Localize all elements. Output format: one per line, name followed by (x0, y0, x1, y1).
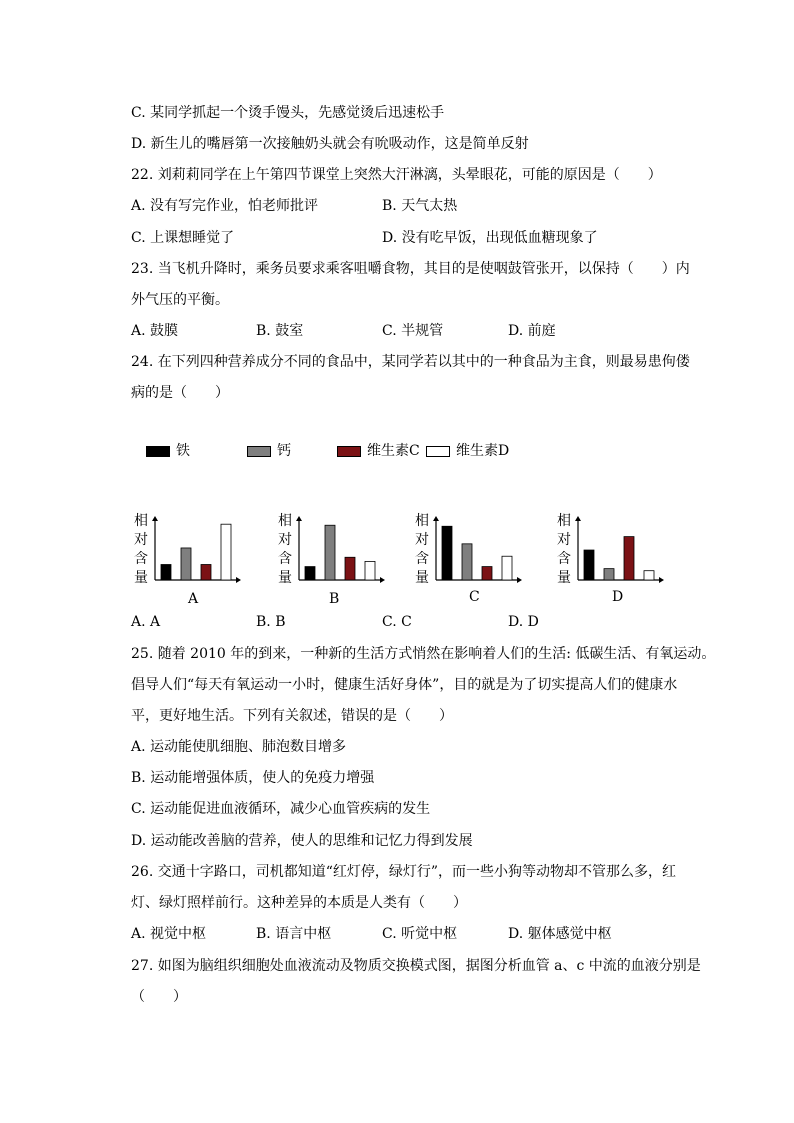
legend-swatch-vitamin-c (337, 446, 361, 457)
chart-d-ylabel: 相 对 含 量 (557, 513, 571, 586)
question-24-line1: 24. 在下列四种营养成分不同的食品中，某同学若以其中的一种食品为主食，则最易患佝偻 (131, 354, 690, 370)
q24-option-d[interactable]: D. D (508, 614, 539, 630)
chart-b-bar-calcium (325, 525, 335, 580)
q22-option-b[interactable]: B. 天气太热 (382, 198, 458, 214)
legend-label-calcium: 钙 (277, 443, 291, 459)
chart-b-bar-iron (305, 567, 315, 580)
q25-option-c[interactable]: C. 运动能促进血液循环，减少心血管疾病的发生 (131, 801, 431, 817)
q22-option-c[interactable]: C. 上课想睡觉了 (131, 230, 235, 246)
chart-c-bar-vitamin-c (482, 567, 492, 580)
q23-option-a[interactable]: A. 鼓膜 (131, 323, 179, 339)
question-24-line2: 病的是（ ） (131, 385, 229, 401)
legend-swatch-calcium (247, 446, 271, 457)
chart-a-bar-calcium (181, 548, 191, 580)
legend-label-vitamin-d: 维生素D (456, 443, 510, 459)
q26-option-a[interactable]: A. 视觉中枢 (131, 926, 207, 942)
chart-d-bar-calcium (604, 569, 614, 580)
q25-option-a[interactable]: A. 运动能使肌细胞、肺泡数目增多 (131, 739, 347, 755)
chart-a-bar-vitamin-d (221, 524, 231, 580)
chart-b-x-arrow (380, 577, 385, 583)
q24-option-b[interactable]: B. B (256, 614, 286, 630)
chart-c-x-arrow (517, 577, 522, 583)
chart-b-ylabel: 相 对 含 量 (278, 513, 292, 586)
chart-c-y-arrow (433, 516, 439, 521)
legend-label-vitamin-c: 维生素C (367, 443, 420, 459)
question-23-line1: 23. 当飞机升降时，乘务员要求乘客咀嚼食物，其目的是使咽鼓管张开，以保持（ ）内 (131, 261, 690, 277)
chart-b-bar-vitamin-c (345, 557, 355, 580)
chart-a-y-arrow (152, 516, 158, 521)
chart-d-plot (556, 508, 676, 588)
chart-d-label: D (612, 589, 624, 605)
chart-c-bar-calcium (462, 544, 472, 580)
question-22: 22. 刘莉莉同学在上午第四节课堂上突然大汗淋漓，头晕眼花，可能的原因是（ ） (131, 167, 662, 183)
chart-b-bar-vitamin-d (365, 561, 375, 580)
q24-option-a[interactable]: A. A (131, 614, 161, 630)
q23-option-c[interactable]: C. 半规管 (382, 323, 444, 339)
question-26-line1: 26. 交通十字路口，司机都知道“红灯停，绿灯行”，而一些小狗等动物却不管那么多，红 (131, 864, 677, 880)
q25-option-d[interactable]: D. 运动能改善脑的营养，使人的思维和记忆力得到发展 (131, 833, 473, 849)
q25-option-b[interactable]: B. 运动能增强体质，使人的免疫力增强 (131, 770, 375, 786)
chart-b (277, 508, 407, 608)
q26-option-d[interactable]: D. 躯体感觉中枢 (508, 926, 612, 942)
q26-option-b[interactable]: B. 语言中枢 (256, 926, 332, 942)
question-26-line2: 灯、绿灯照样前行。这种差异的本质是人类有（ ） (131, 895, 467, 911)
chart-a-bar-iron (161, 565, 171, 581)
chart-b-label: B (329, 591, 340, 607)
question-27-line1: 27. 如图为脑组织细胞处血液流动及物质交换模式图，据图分析血管 a、c 中流的血液分别是 (131, 958, 701, 974)
legend-vitamin-d (426, 442, 509, 460)
legend-iron (146, 442, 190, 460)
question-27-line2: （ ） (131, 989, 187, 1005)
chart-c-plot (414, 508, 534, 588)
legend-swatch-vitamin-d (426, 446, 450, 457)
q23-option-b[interactable]: B. 鼓室 (256, 323, 304, 339)
question-25-line2: 倡导人们“每天有氧运动一小时，健康生活好身体”，目的就是为了切实提高人们的健康水 (131, 677, 678, 693)
q24-option-c[interactable]: C. C (382, 614, 412, 630)
chart-b-y-arrow (296, 516, 302, 521)
q21-option-c: C. 某同学抓起一个烫手馒头，先感觉烫后迅速松手 (131, 105, 445, 121)
chart-d-y-arrow (575, 516, 581, 521)
chart-a (133, 508, 263, 608)
chart-c-ylabel: 相 对 含 量 (415, 513, 429, 586)
chart-d-bar-iron (584, 550, 594, 580)
chart-c-label: C (469, 589, 480, 605)
chart-c-bar-vitamin-d (502, 556, 512, 580)
chart-c (414, 508, 544, 608)
chart-a-ylabel: 相 对 含 量 (134, 513, 148, 586)
question-23-line2: 外气压的平衡。 (131, 292, 229, 308)
chart-b-plot (277, 508, 397, 588)
chart-d-x-arrow (659, 577, 664, 583)
q23-option-d[interactable]: D. 前庭 (508, 323, 556, 339)
chart-a-x-arrow (236, 577, 241, 583)
chart-a-label: A (188, 591, 199, 607)
q21-option-d: D. 新生儿的嘴唇第一次接触奶头就会有吮吸动作，这是简单反射 (131, 136, 529, 152)
legend-swatch-iron (146, 446, 170, 457)
question-25-line3: 平，更好地生活。下列有关叙述，错误的是（ ） (131, 708, 453, 724)
question-25-line1: 25. 随着 2010 年的到来，一种新的生活方式悄然在影响着人们的生活: 低碳生活、有氧运动。 (131, 646, 716, 662)
chart-d-bar-vitamin-d (644, 571, 654, 580)
chart-c-bar-iron (442, 526, 452, 580)
chart-a-bar-vitamin-c (201, 565, 211, 581)
q22-option-d[interactable]: D. 没有吃早饭，出现低血糖现象了 (382, 230, 598, 246)
chart-d (556, 508, 686, 608)
chart-d-bar-vitamin-c (624, 537, 634, 580)
q22-option-a[interactable]: A. 没有写完作业，怕老师批评 (131, 198, 319, 214)
chart-a-plot (133, 508, 253, 588)
legend-calcium (247, 442, 291, 460)
legend-vitamin-c (337, 442, 420, 460)
legend-label-iron: 铁 (176, 443, 190, 459)
q26-option-c[interactable]: C. 听觉中枢 (382, 926, 458, 942)
